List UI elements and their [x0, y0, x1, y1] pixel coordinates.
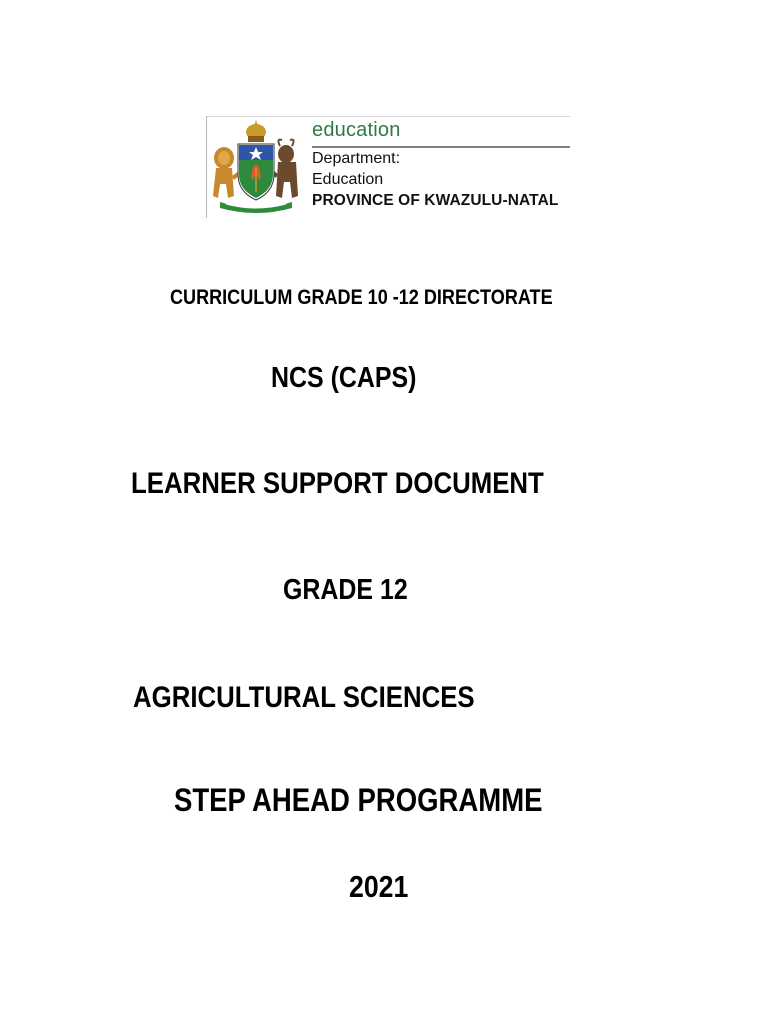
logo-border-top	[206, 116, 570, 117]
lion-supporter-icon	[213, 147, 241, 198]
logo-province-label: PROVINCE OF KWAZULU-NATAL	[312, 192, 559, 209]
logo-ministry-label: Education	[312, 171, 384, 188]
logo-divider	[312, 146, 570, 148]
department-logo	[206, 116, 570, 218]
subject-heading: AGRICULTURAL SCIENCES	[133, 681, 475, 714]
curriculum-heading: NCS (CAPS)	[271, 362, 417, 394]
year-heading: 2021	[349, 869, 409, 904]
grade-heading: GRADE 12	[283, 574, 408, 606]
logo-wordmark: education	[312, 119, 401, 141]
logo-department-label: Department:	[312, 150, 401, 167]
directorate-heading: CURRICULUM GRADE 10 -12 DIRECTORATE	[170, 286, 553, 309]
motto-ribbon-icon	[220, 202, 292, 213]
document-type-heading: LEARNER SUPPORT DOCUMENT	[131, 467, 544, 500]
crest-icon	[246, 120, 266, 142]
shield-icon	[238, 144, 274, 200]
programme-heading: STEP AHEAD PROGRAMME	[174, 782, 543, 818]
coat-of-arms-icon	[206, 118, 306, 218]
